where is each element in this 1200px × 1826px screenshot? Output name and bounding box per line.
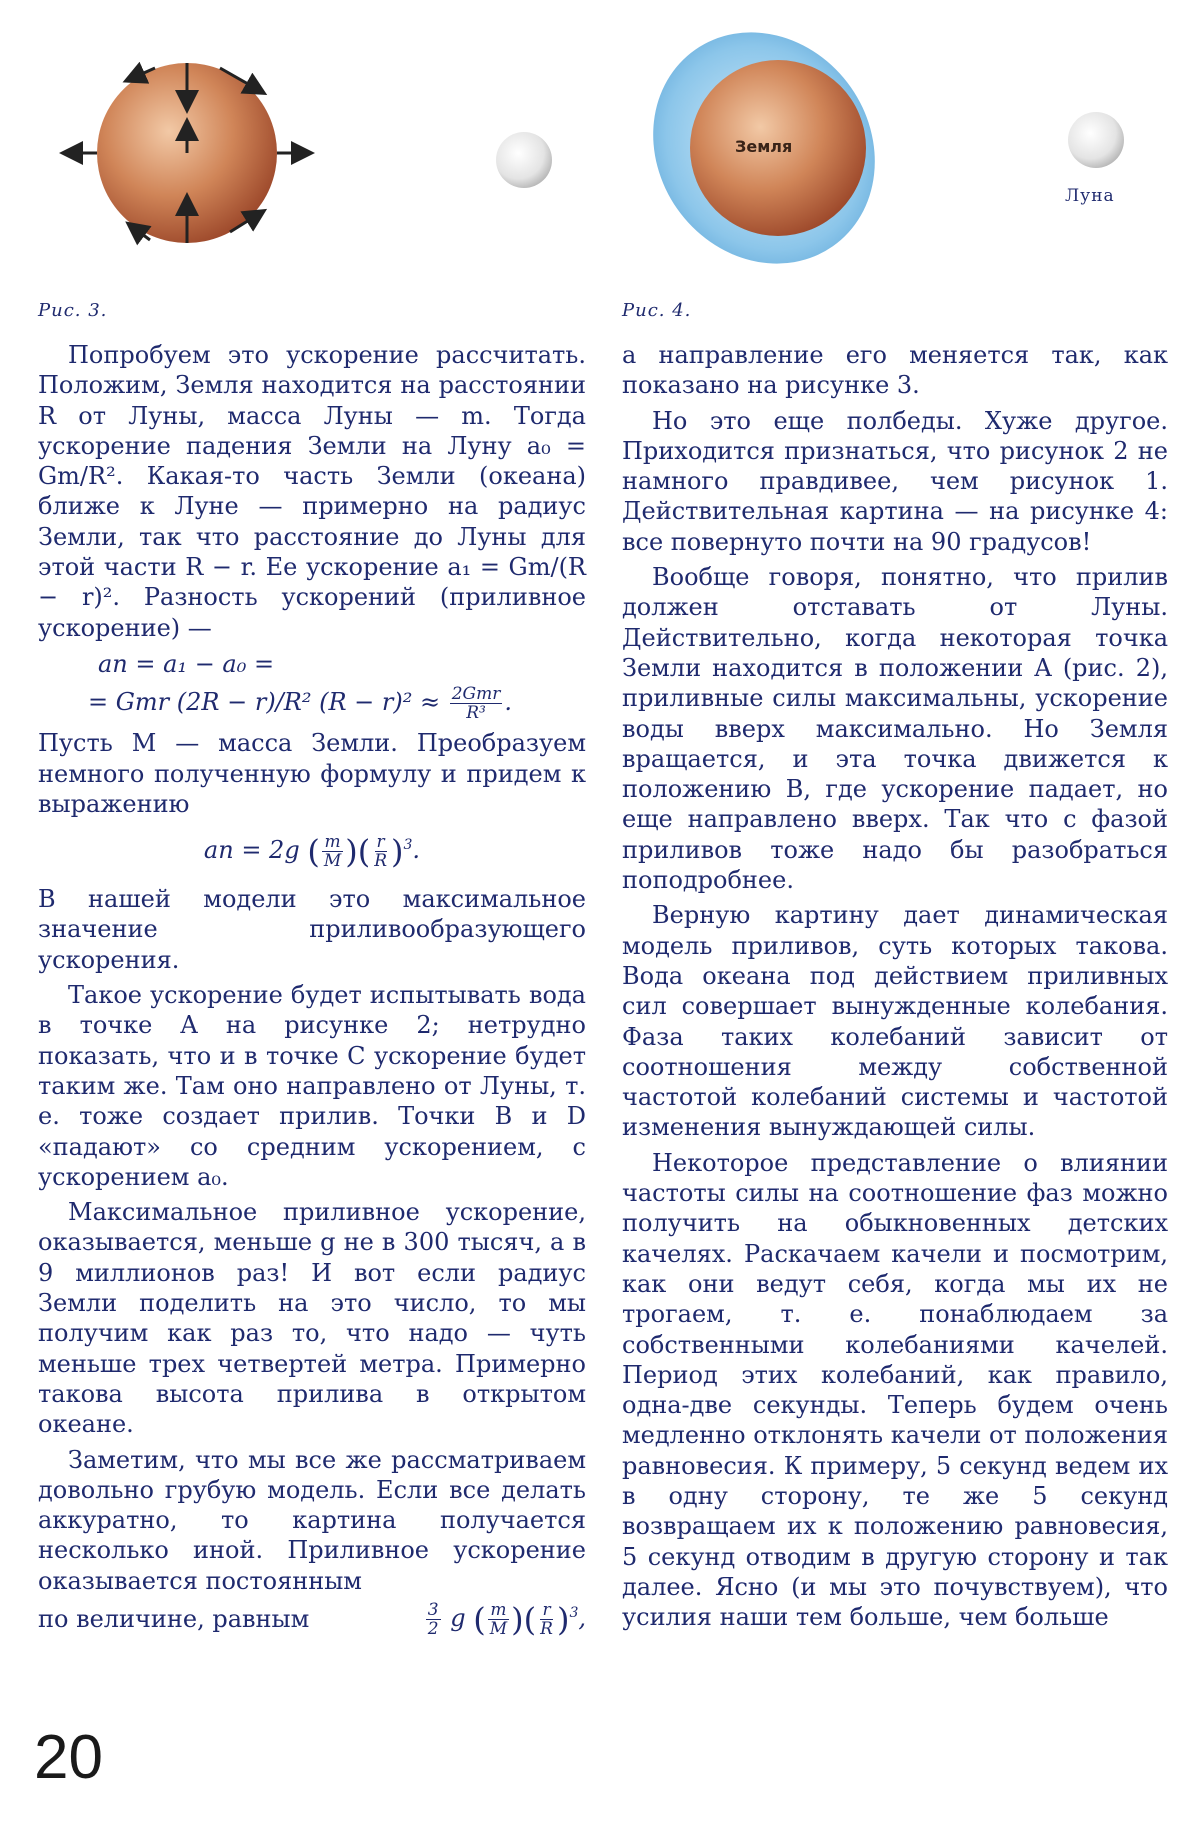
paragraph: Такое ускорение будет испытывать вода в точке A на рисунке 2; нетрудно показать, что и в точке C ускорение будет таким же. Там оно направлено от Луны, т. е. тоже создает прилив. Точки B и D «падают» со средним ускорением, с ускорением a₀. (38, 981, 586, 1191)
page-number: 20 (34, 1723, 103, 1792)
fig3-caption: Рис. 3. (38, 300, 108, 321)
fraction-numerator: m (490, 1599, 507, 1620)
fig4-earth-tide (608, 0, 1124, 307)
paragraph: Пусть M — масса Земли. Преобразуем немного полученную формулу и придем к выражению (38, 729, 586, 818)
paragraph: В нашей модели это максимальное значение приливообразующего ускорения. (38, 885, 586, 974)
fraction-numerator: 2Gmr (451, 684, 501, 705)
formula-lhs: aп = 2g (203, 836, 300, 865)
paragraph: а направление его меняется так, как показано на рисунке 3. (622, 341, 1168, 400)
fraction-numerator: 3 (427, 1599, 439, 1620)
paragraph: Попробуем это ускорение рассчитать. Положим, Земля находится на расстоянии R от Луны, масса Луны — m. Тогда ускорение падения Земли на Луну a₀ = Gm/R². Какая-то часть Земли (океана) ближе к Луне — примерно на радиус Земли, так что расстояние до Луны для этой части R − r. Ее ускорение a₁ = Gm/(R − r)². Разность ускорений (приливное ускорение) — (38, 341, 586, 642)
fig4-moon (1068, 112, 1124, 168)
fraction-numerator: r (542, 1599, 551, 1620)
paragraph-tail (38, 1601, 586, 1638)
fraction-denominator: R (374, 851, 388, 872)
formula-main: = Gmr (2R − r)/R² (R − r)² ≈ (88, 688, 441, 717)
fraction-denominator: 2 (427, 1618, 439, 1639)
formula-exponent: 3 (569, 1604, 579, 1621)
fig4-moon-label: Луна (1065, 186, 1115, 206)
fraction-denominator: M (323, 851, 342, 872)
fraction-denominator: R (540, 1618, 553, 1639)
paragraph: Максимальное приливное ускорение, оказывается, меньше g не в 300 тысяч, а в 9 миллионов раз! И вот если радиус Земли поделить на это число, то мы получим как раз то, что надо — чуть меньше трех четвертей метра. Примерно такова высота прилива в открытом океане. (38, 1198, 586, 1439)
tail-text: по величине, равным (38, 1605, 310, 1634)
fraction-denominator: M (489, 1618, 508, 1639)
formula-constant-accel: $\frac{3}{2}$ g ( $\frac{m}{M}$ )( $\frac{r}{R}$ )$^3$, (427, 1599, 586, 1639)
left-column (38, 340, 586, 1638)
formula-exponent: 3 (403, 837, 413, 854)
fig4-caption: Рис. 4. (622, 300, 692, 321)
fraction-numerator: r (376, 832, 385, 853)
formula-tidal-diff: aп = a₁ − a₀ = (98, 649, 275, 678)
paragraph: Верную картину дает динамическая модель приливов, суть которых такова. Вода океана под действием приливных сил совершает вынужденные колебания. Фаза таких колебаний зависит от соотношения между собственной частотой колебаний системы и частотой изменения вынуждающей силы. (622, 901, 1168, 1142)
right-column (622, 340, 1168, 1637)
figures-strip (0, 0, 1200, 320)
paragraph: Но это еще полбеды. Хуже другое. Приходится признаться, что рисунок 2 не намного правдивее, чем рисунок 1. Действительная картина — на рисунке 4: все повернуто почти на 90 градусов! (622, 406, 1168, 556)
formula-g: g (450, 1603, 466, 1632)
fig3-moon (496, 132, 552, 188)
fig4-earth-label: Земля (735, 137, 793, 156)
fraction-numerator: m (324, 832, 341, 853)
fraction-denominator: R³ (466, 703, 486, 724)
paragraph: Вообще говоря, понятно, что прилив должен отставать от Луны. Действительно, когда некоторая точка Земли находится в положении A (рис. 2), приливные силы максимальны, ускорение воды вверх максимально. Но Земля вращается, и эта точка движется к положению B, где ускорение падает, но еще направлено вверх. Так что с фазой приливов тоже надо бы разобраться поподробнее. (622, 563, 1168, 895)
paragraph: Некоторое представление о влиянии частоты силы на соотношение фаз можно получить на обыкновенных детских качелях. Раскачаем качели и посмотрим, как они ведут себя, когда мы их не трогаем, т. е. понаблюдаем за собственными колебаниями качелей. Период этих колебаний, как правило, одна-две секунды. Теперь будем очень медленно отклонять качели от положения равновесия. К примеру, 5 секунд ведем их в одну сторону, те же 5 секунд возвращаем их к положению равновесия, 5 секунд отводим в другую сторону и так далее. Ясно (и мы это почувствуем), что усилия наши тем больше, чем больше (622, 1148, 1168, 1632)
formula-tidal-final: aп = 2g ( $\frac{m}{M}$ )( $\frac{r}{R}$ )$^3$. (203, 832, 421, 872)
formula-fraction (450, 685, 503, 722)
paragraph: Заметим, что мы все же рассматриваем довольно грубую модель. Если все делать аккуратно, то картина получается несколько иной. Приливное ускорение оказывается постоянным (38, 1445, 586, 1595)
formula-tidal-approx: = Gmr (2R − r)/R² (R − r)² ≈ $\frac{\text{2Gmr}}{\text{R³}}$ . (88, 684, 513, 724)
fig3-earth-arrows (65, 63, 552, 243)
